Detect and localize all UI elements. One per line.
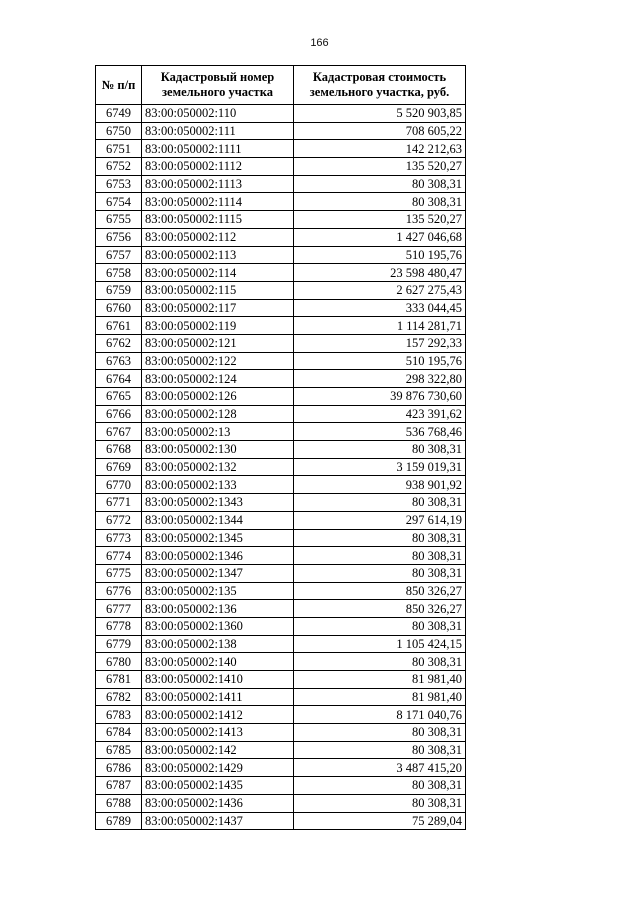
table-row <box>96 140 466 158</box>
cadastral-value-cell: 5 520 903,85 <box>294 105 466 123</box>
cadastral-value-cell: 80 308,31 <box>294 777 466 795</box>
cadastral-value-cell: 80 308,31 <box>294 617 466 635</box>
row-number-cell: 6770 <box>96 476 142 494</box>
row-number-cell: 6754 <box>96 193 142 211</box>
table-row <box>96 617 466 635</box>
cadastral-value-cell: 3 487 415,20 <box>294 759 466 777</box>
row-number-cell: 6760 <box>96 299 142 317</box>
page-number: 166 <box>310 37 329 49</box>
cadastral-value-cell: 708 605,22 <box>294 122 466 140</box>
table-row <box>96 741 466 759</box>
row-number-cell: 6768 <box>96 441 142 459</box>
row-number-cell: 6755 <box>96 211 142 229</box>
table-row <box>96 405 466 423</box>
cadastral-value-cell: 80 308,31 <box>294 175 466 193</box>
table-row <box>96 494 466 512</box>
row-number-cell: 6776 <box>96 582 142 600</box>
table-row <box>96 635 466 653</box>
table-row <box>96 600 466 618</box>
row-number-cell: 6769 <box>96 458 142 476</box>
cadastral-value-cell: 80 308,31 <box>294 494 466 512</box>
table-row <box>96 370 466 388</box>
row-number-cell: 6758 <box>96 264 142 282</box>
row-number-cell: 6766 <box>96 405 142 423</box>
table-row <box>96 158 466 176</box>
cadastral-number-cell: 83:00:050002:1114 <box>142 193 294 211</box>
cadastral-value-cell: 850 326,27 <box>294 582 466 600</box>
cadastral-number-cell: 83:00:050002:142 <box>142 741 294 759</box>
row-number-cell: 6787 <box>96 777 142 795</box>
cadastral-number-cell: 83:00:050002:113 <box>142 246 294 264</box>
table-row <box>96 299 466 317</box>
row-number-cell: 6782 <box>96 688 142 706</box>
cadastral-value-cell: 80 308,31 <box>294 724 466 742</box>
table-row <box>96 264 466 282</box>
table-row <box>96 582 466 600</box>
row-number-cell: 6751 <box>96 140 142 158</box>
cadastral-value-cell: 298 322,80 <box>294 370 466 388</box>
row-number-cell: 6780 <box>96 653 142 671</box>
cadastral-number-cell: 83:00:050002:114 <box>142 264 294 282</box>
table-row <box>96 812 466 830</box>
table-row <box>96 175 466 193</box>
table-row <box>96 388 466 406</box>
row-number-cell: 6753 <box>96 175 142 193</box>
row-number-cell: 6783 <box>96 706 142 724</box>
cadastral-value-cell: 297 614,19 <box>294 511 466 529</box>
cadastral-value-cell: 80 308,31 <box>294 441 466 459</box>
cadastral-number-cell: 83:00:050002:126 <box>142 388 294 406</box>
cadastral-value-cell: 81 981,40 <box>294 671 466 689</box>
cadastral-value-cell: 135 520,27 <box>294 158 466 176</box>
cadastral-number-cell: 83:00:050002:110 <box>142 105 294 123</box>
cadastral-number-cell: 83:00:050002:111 <box>142 122 294 140</box>
cadastral-value-cell: 80 308,31 <box>294 564 466 582</box>
cadastral-value-cell: 850 326,27 <box>294 600 466 618</box>
table-row <box>96 122 466 140</box>
cadastral-number-cell: 83:00:050002:124 <box>142 370 294 388</box>
cadastral-number-cell: 83:00:050002:1413 <box>142 724 294 742</box>
row-number-cell: 6772 <box>96 511 142 529</box>
table-row <box>96 564 466 582</box>
cadastral-number-cell: 83:00:050002:119 <box>142 317 294 335</box>
row-number-cell: 6764 <box>96 370 142 388</box>
table-row <box>96 441 466 459</box>
row-number-cell: 6750 <box>96 122 142 140</box>
row-number-cell: 6777 <box>96 600 142 618</box>
cadastral-value-cell: 80 308,31 <box>294 193 466 211</box>
cadastral-value-cell: 3 159 019,31 <box>294 458 466 476</box>
table-body <box>96 105 466 830</box>
cadastral-number-cell: 83:00:050002:1112 <box>142 158 294 176</box>
cadastral-value-cell: 2 627 275,43 <box>294 281 466 299</box>
table-header <box>96 66 466 105</box>
row-number-cell: 6785 <box>96 741 142 759</box>
cadastral-number-cell: 83:00:050002:1113 <box>142 175 294 193</box>
cadastral-number-cell: 83:00:050002:13 <box>142 423 294 441</box>
cadastral-number-cell: 83:00:050002:138 <box>142 635 294 653</box>
cadastral-value-table <box>95 65 466 830</box>
cadastral-number-cell: 83:00:050002:1411 <box>142 688 294 706</box>
row-number-cell: 6789 <box>96 812 142 830</box>
table-row <box>96 211 466 229</box>
cadastral-value-cell: 8 171 040,76 <box>294 706 466 724</box>
cadastral-number-cell: 83:00:050002:135 <box>142 582 294 600</box>
cadastral-number-cell: 83:00:050002:117 <box>142 299 294 317</box>
row-number-cell: 6778 <box>96 617 142 635</box>
cadastral-number-cell: 83:00:050002:1437 <box>142 812 294 830</box>
cadastral-value-cell: 75 289,04 <box>294 812 466 830</box>
row-number-cell: 6771 <box>96 494 142 512</box>
cadastral-number-cell: 83:00:050002:128 <box>142 405 294 423</box>
header-row <box>96 66 466 105</box>
cadastral-number-cell: 83:00:050002:1115 <box>142 211 294 229</box>
table-row <box>96 759 466 777</box>
table-row <box>96 317 466 335</box>
row-number-cell: 6788 <box>96 794 142 812</box>
table-row <box>96 423 466 441</box>
table-row <box>96 706 466 724</box>
table-row <box>96 529 466 547</box>
cadastral-number-cell: 83:00:050002:1344 <box>142 511 294 529</box>
cadastral-number-cell: 83:00:050002:1412 <box>142 706 294 724</box>
table-row <box>96 228 466 246</box>
cadastral-number-cell: 83:00:050002:1410 <box>142 671 294 689</box>
row-number-cell: 6784 <box>96 724 142 742</box>
header-cadastral-number: Кадастровый номер земельного участка <box>142 66 294 105</box>
table-row <box>96 777 466 795</box>
cadastral-number-cell: 83:00:050002:1347 <box>142 564 294 582</box>
row-number-cell: 6775 <box>96 564 142 582</box>
header-cadastral-value: Кадастровая стоимость земельного участка, руб. <box>294 66 466 105</box>
cadastral-value-cell: 536 768,46 <box>294 423 466 441</box>
row-number-cell: 6773 <box>96 529 142 547</box>
cadastral-value-cell: 938 901,92 <box>294 476 466 494</box>
cadastral-value-cell: 142 212,63 <box>294 140 466 158</box>
cadastral-value-cell: 510 195,76 <box>294 352 466 370</box>
table-row <box>96 794 466 812</box>
row-number-cell: 6765 <box>96 388 142 406</box>
cadastral-value-cell: 80 308,31 <box>294 529 466 547</box>
table-row <box>96 105 466 123</box>
table-row <box>96 281 466 299</box>
header-row-number: № п/п <box>96 66 142 105</box>
cadastral-number-cell: 83:00:050002:1429 <box>142 759 294 777</box>
row-number-cell: 6752 <box>96 158 142 176</box>
cadastral-value-cell: 135 520,27 <box>294 211 466 229</box>
table-row <box>96 246 466 264</box>
cadastral-number-cell: 83:00:050002:1436 <box>142 794 294 812</box>
row-number-cell: 6786 <box>96 759 142 777</box>
table-row <box>96 511 466 529</box>
cadastral-value-cell: 333 044,45 <box>294 299 466 317</box>
cadastral-value-cell: 23 598 480,47 <box>294 264 466 282</box>
row-number-cell: 6763 <box>96 352 142 370</box>
cadastral-value-cell: 1 114 281,71 <box>294 317 466 335</box>
row-number-cell: 6774 <box>96 547 142 565</box>
cadastral-number-cell: 83:00:050002:112 <box>142 228 294 246</box>
cadastral-value-cell: 423 391,62 <box>294 405 466 423</box>
row-number-cell: 6779 <box>96 635 142 653</box>
row-number-cell: 6756 <box>96 228 142 246</box>
row-number-cell: 6749 <box>96 105 142 123</box>
row-number-cell: 6781 <box>96 671 142 689</box>
cadastral-value-cell: 80 308,31 <box>294 547 466 565</box>
table-row <box>96 547 466 565</box>
cadastral-number-cell: 83:00:050002:1345 <box>142 529 294 547</box>
row-number-cell: 6759 <box>96 281 142 299</box>
cadastral-number-cell: 83:00:050002:140 <box>142 653 294 671</box>
cadastral-value-cell: 1 105 424,15 <box>294 635 466 653</box>
cadastral-number-cell: 83:00:050002:1343 <box>142 494 294 512</box>
row-number-cell: 6767 <box>96 423 142 441</box>
row-number-cell: 6762 <box>96 334 142 352</box>
table-row <box>96 476 466 494</box>
table-row <box>96 352 466 370</box>
row-number-cell: 6757 <box>96 246 142 264</box>
cadastral-number-cell: 83:00:050002:132 <box>142 458 294 476</box>
cadastral-value-cell: 510 195,76 <box>294 246 466 264</box>
cadastral-value-cell: 80 308,31 <box>294 794 466 812</box>
cadastral-number-cell: 83:00:050002:1360 <box>142 617 294 635</box>
table-row <box>96 653 466 671</box>
table-row <box>96 671 466 689</box>
cadastral-number-cell: 83:00:050002:133 <box>142 476 294 494</box>
table-row <box>96 193 466 211</box>
cadastral-value-cell: 81 981,40 <box>294 688 466 706</box>
cadastral-number-cell: 83:00:050002:1435 <box>142 777 294 795</box>
cadastral-value-cell: 80 308,31 <box>294 741 466 759</box>
row-number-cell: 6761 <box>96 317 142 335</box>
cadastral-number-cell: 83:00:050002:1111 <box>142 140 294 158</box>
cadastral-value-cell: 157 292,33 <box>294 334 466 352</box>
cadastral-number-cell: 83:00:050002:115 <box>142 281 294 299</box>
cadastral-number-cell: 83:00:050002:121 <box>142 334 294 352</box>
cadastral-number-cell: 83:00:050002:136 <box>142 600 294 618</box>
cadastral-number-cell: 83:00:050002:1346 <box>142 547 294 565</box>
cadastral-number-cell: 83:00:050002:122 <box>142 352 294 370</box>
cadastral-value-cell: 1 427 046,68 <box>294 228 466 246</box>
table-row <box>96 458 466 476</box>
table-row <box>96 334 466 352</box>
table-row <box>96 688 466 706</box>
table-row <box>96 724 466 742</box>
cadastral-value-cell: 80 308,31 <box>294 653 466 671</box>
cadastral-value-cell: 39 876 730,60 <box>294 388 466 406</box>
cadastral-number-cell: 83:00:050002:130 <box>142 441 294 459</box>
